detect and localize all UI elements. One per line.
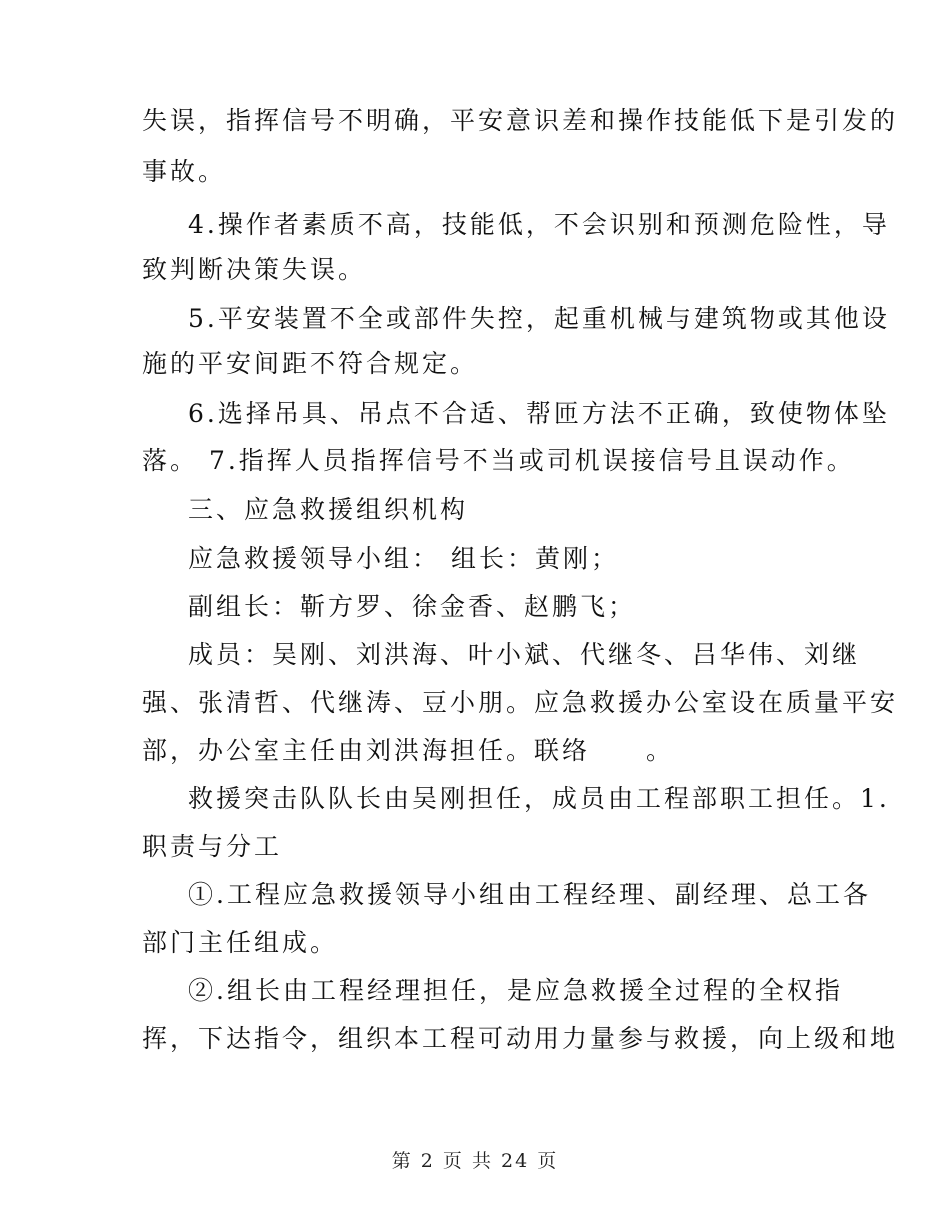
body-line: 失误，指挥信号不明确，平安意识差和操作技能低下是引发的 bbox=[142, 106, 899, 135]
body-line: 5.平安装置不全或部件失控，起重机械与建筑物或其他设 bbox=[188, 304, 890, 333]
body-line: 事故。 bbox=[142, 157, 227, 186]
page-number-footer: 第 2 页 共 24 页 bbox=[391, 1150, 559, 1172]
body-line: 致判断决策失误。 bbox=[142, 255, 367, 284]
body-line: 挥，下达指令，组织本工程可动用力量参与救援，向上级和地 bbox=[142, 1024, 899, 1053]
body-line: 4.操作者素质不高，技能低，不会识别和预测危险性，导 bbox=[188, 210, 890, 239]
body-line: 落。 7.指挥人员指挥信号不当或司机误接信号且误动作。 bbox=[142, 446, 855, 475]
body-line: 职责与分工 bbox=[142, 832, 283, 861]
body-line: 强、张清哲、代继涛、豆小朋。应急救援办公室设在质量平安 bbox=[142, 688, 899, 717]
body-line: 部，办公室主任由刘洪海担任。联络 。 bbox=[142, 736, 675, 765]
body-line: ①.工程应急救援领导小组由工程经理、副经理、总工各 bbox=[188, 880, 871, 909]
body-line: 部门主任组成。 bbox=[142, 928, 339, 957]
body-line: 施的平安间距不符合规定。 bbox=[142, 349, 479, 378]
section-heading: 三、应急救援组织机构 bbox=[188, 495, 469, 524]
body-line: 应急救援领导小组： 组长：黄刚； bbox=[188, 544, 619, 573]
body-line: 6.选择吊具、吊点不合适、帮匝方法不正确，致使物体坠 bbox=[188, 399, 890, 428]
body-line: 救援突击队队长由吴刚担任，成员由工程部职工担任。1. bbox=[188, 784, 890, 813]
body-line: 副组长：靳方罗、徐金香、赵鹏飞； bbox=[188, 592, 637, 621]
body-line: ②.组长由工程经理担任，是应急救援全过程的全权指 bbox=[188, 976, 843, 1005]
body-line: 成员：吴刚、刘洪海、叶小斌、代继冬、吕华伟、刘继 bbox=[188, 640, 861, 669]
